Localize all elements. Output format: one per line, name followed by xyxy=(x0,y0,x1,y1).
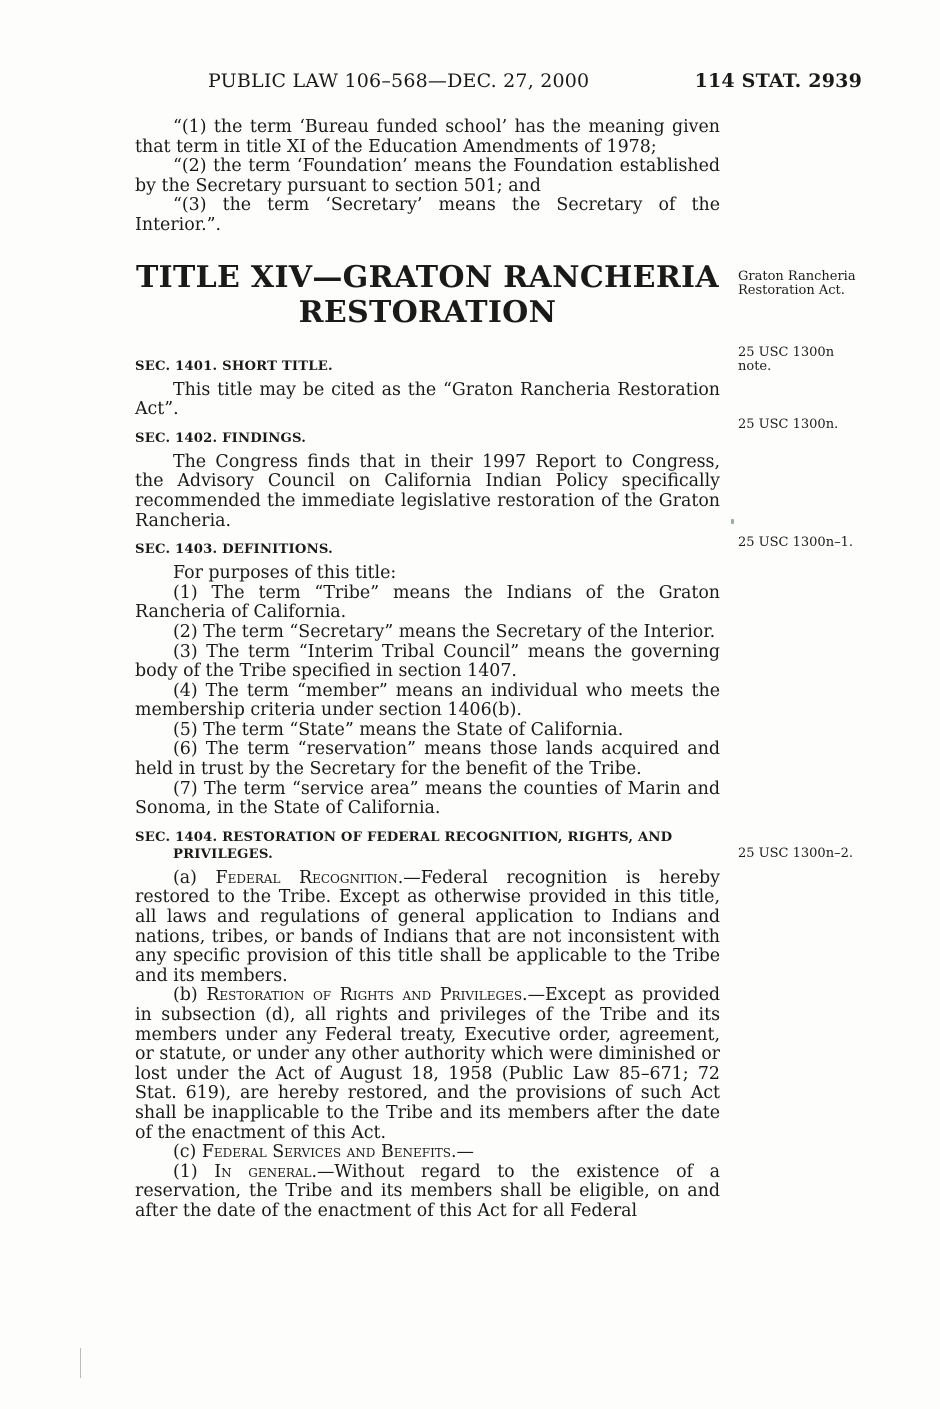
definition-item: (4) The term “member” means an individual who meets the membership criteria under section 1406(b). xyxy=(135,680,720,721)
section-1401-text: This title may be cited as the “Graton Rancheria Restoration Act”. xyxy=(135,379,720,420)
header-law-citation: PUBLIC LAW 106–568—DEC. 27, 2000 xyxy=(208,70,590,92)
margin-note-act: Graton Rancheria Restoration Act. xyxy=(738,269,856,298)
margin-note-1403: 25 USC 1300n–1. xyxy=(738,535,853,550)
margin-note-1402: 25 USC 1300n. xyxy=(738,417,839,432)
section-1403-lead: For purposes of this title: xyxy=(173,563,397,584)
subsection-a xyxy=(135,869,720,987)
subsection-a-label: (a) xyxy=(173,867,216,888)
scan-edge-mark xyxy=(80,1348,81,1378)
definition-item: (1) The term “Tribe” means the Indians of the Graton Rancheria of California. xyxy=(135,582,720,623)
subsection-b-text: .—Except as provided in subsection (d), all rights and privileges of the Tribe and its members under any Federal treaty, Executive order, agreement, or statute, or under any other authority which were diminished or lost under the Act of August 18, 1958 (Public Law 85–671; 72 Stat. 619), are hereby restored, and the provisions of such Act shall be inapplicable to the Tribe and its members after the date of the enactment of this Act. xyxy=(135,985,720,1143)
paragraph-c1-text: .—Without regard to the existence of a reservation, the Tribe and its members shall be eligible, on and after the date of the enactment of this Act for all Federal xyxy=(135,1161,720,1221)
title-heading xyxy=(135,260,720,330)
subsection-b-caption: Restoration of Rights and Privileges xyxy=(206,985,523,1006)
subsection-b xyxy=(135,986,720,1143)
paragraph-c1-caption: In general xyxy=(214,1161,312,1182)
definition-item: (6) The term “reservation” means those lands acquired and held in trust by the Secretary for the benefit of the Tribe. xyxy=(135,739,720,780)
running-header xyxy=(208,70,862,100)
subsection-c-text: .— xyxy=(451,1142,474,1163)
intro-paragraph-2: “(2) the term ‘Foundation’ means the Foundation established by the Secretary pursuant to section 501; and xyxy=(135,156,720,196)
definition-item: (2) The term “Secretary” means the Secretary of the Interior. xyxy=(173,621,716,642)
subsection-a-caption: Federal Recognition xyxy=(215,867,398,888)
definition-item: (3) The term “Interim Tribal Council” means the governing body of the Tribe specified in section 1407. xyxy=(135,641,720,682)
stray-mark xyxy=(731,519,734,524)
header-stat-page: 114 STAT. 2939 xyxy=(694,70,862,92)
section-1402-text: The Congress finds that in their 1997 Report to Congress, the Advisory Council on California Indian Policy specifically recommended the immediate legislative restoration of the Graton Rancheria. xyxy=(135,451,720,531)
intro-paragraph-1: “(1) the term ‘Bureau funded school’ has the meaning given that term in title XI of the Education Amendments of 1978; xyxy=(135,117,720,157)
section-1402-heading: SEC. 1402. FINDINGS. xyxy=(135,430,307,446)
subsection-a-text: .—Federal recognition is hereby restored to the Tribe. Except as otherwise provided in this title, all laws and regulations of general application to Indians and nations, tribes, or bands of Indians that are not inconsistent with any specific provision of this title shall be applicable to the Tribe and its members. xyxy=(135,867,720,986)
subsection-c-label: (c) xyxy=(173,1142,202,1163)
paragraph-c1-label: (1) xyxy=(173,1161,215,1182)
margin-note-1404: 25 USC 1300n–2. xyxy=(738,846,853,861)
section-1401-heading: SEC. 1401. SHORT TITLE. xyxy=(135,358,333,374)
paragraph-c1 xyxy=(135,1163,720,1222)
section-1403-heading: SEC. 1403. DEFINITIONS. xyxy=(135,542,333,558)
margin-note-1401: 25 USC 1300n note. xyxy=(738,345,835,374)
subsection-c xyxy=(135,1143,720,1163)
body-column xyxy=(135,118,720,1222)
subsection-b-label: (b) xyxy=(173,985,207,1006)
subsection-c-caption: Federal Services and Benefits xyxy=(201,1142,452,1163)
title-line-1: TITLE XIV—GRATON RANCHERIA xyxy=(136,259,719,295)
definition-item: (5) The term “State” means the State of California. xyxy=(173,719,624,740)
definition-item: (7) The term “service area” means the counties of Marin and Sonoma, in the State of California. xyxy=(135,778,720,819)
intro-paragraph-3: “(3) the term ‘Secretary’ means the Secretary of the Interior.”. xyxy=(135,195,720,235)
section-1404-heading: SEC. 1404. RESTORATION OF FEDERAL RECOGNITION, RIGHTS, AND PRIVILEGES. xyxy=(135,829,673,862)
title-line-2: RESTORATION xyxy=(298,294,557,330)
